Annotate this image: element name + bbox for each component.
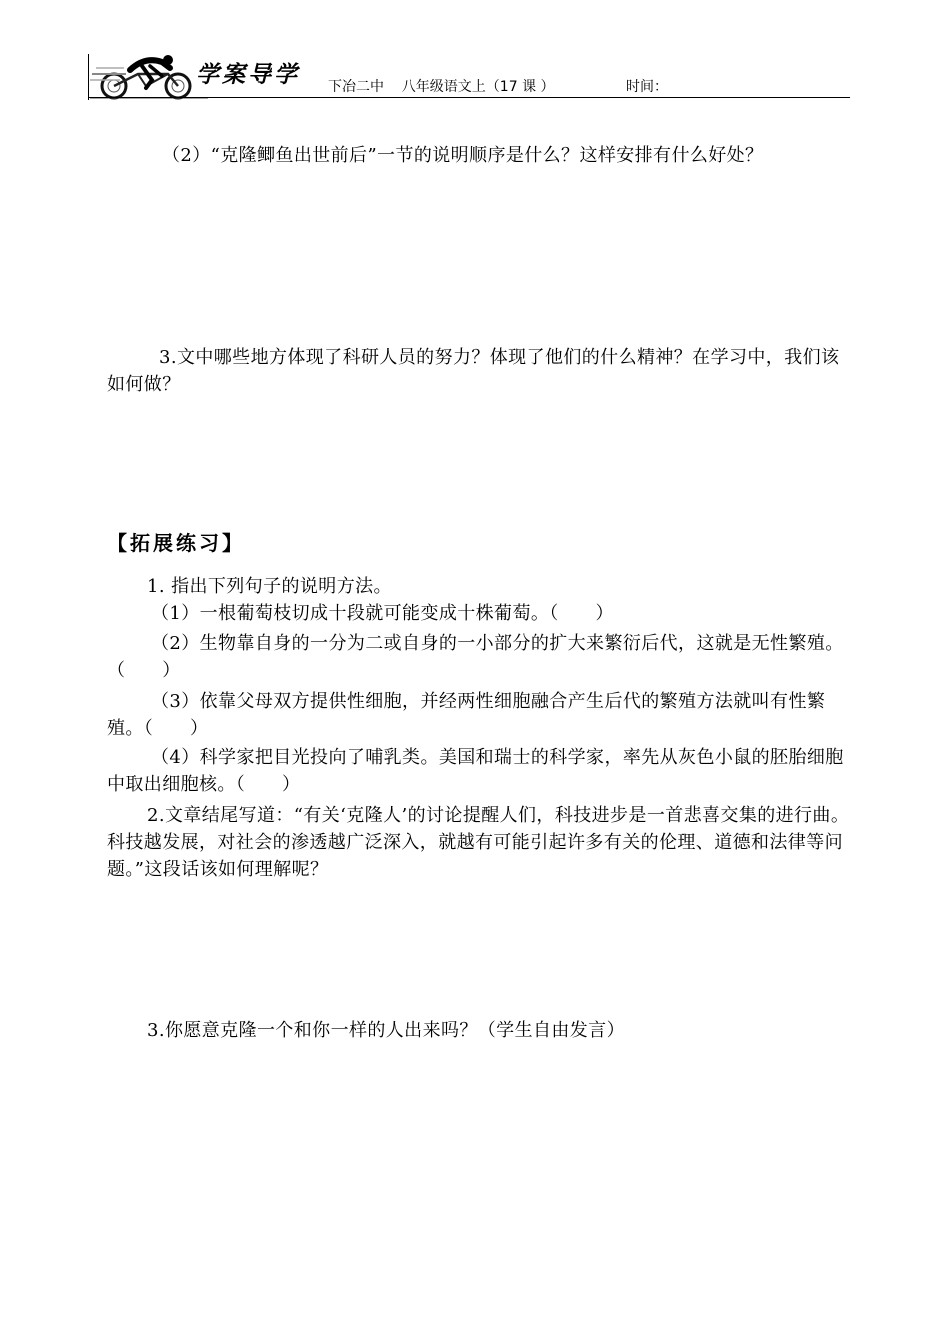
extension-item-2: 2.文章结尾写道：“有关‘克隆人’的讨论提醒人们，科技进步是一首悲喜交集的进行曲。科技越发展，对社会的渗透越广泛深入，就越有可能引起许多有关的伦理、道德和法律等问题。”这段话该如何理解呢？ [107,805,850,880]
question-3: 3.文中哪些地方体现了科研人员的努力？体现了他们的什么精神？在学习中，我们该如何做？ [107,347,840,395]
extension-item-1-sentence-3: （3）依靠父母双方提供性细胞，并经两性细胞融合产生后代的繁殖方法就叫有性繁殖。（ ） [107,691,826,739]
cyclist-icon [90,52,208,100]
extension-item-1-intro: 1. 指出下列句子的说明方法。 [147,576,392,597]
question-2-2: （2）“克隆鲫鱼出世前后”一节的说明顺序是什么？这样安排有什么好处？ [162,145,764,166]
page-header [88,46,850,104]
extension-item-3: 3.你愿意克隆一个和你一样的人出来吗？（学生自由发言） [147,1020,625,1041]
section-title-extension: 【拓展练习】 [107,531,245,555]
extension-item-1-sentence-4: （4）科学家把目光投向了哺乳类。美国和瑞士的科学家，率先从灰色小鼠的胚胎细胞中取出细胞核。（ ） [107,747,844,795]
logo-title: 学案导学 [196,61,300,88]
header-rule [88,97,850,98]
header-time-label: 时间： [626,79,668,95]
extension-item-1-sentence-1: （1）一根葡萄枝切成十段就可能变成十株葡萄。（ ） [151,603,614,624]
extension-item-1-sentence-2: （2）生物靠自身的一分为二或自身的一小部分的扩大来繁衍后代，这就是无性繁殖。（ ） [107,633,844,681]
header-course-info: 下冶二中 八年级语文上（17 课 ） [328,79,555,95]
